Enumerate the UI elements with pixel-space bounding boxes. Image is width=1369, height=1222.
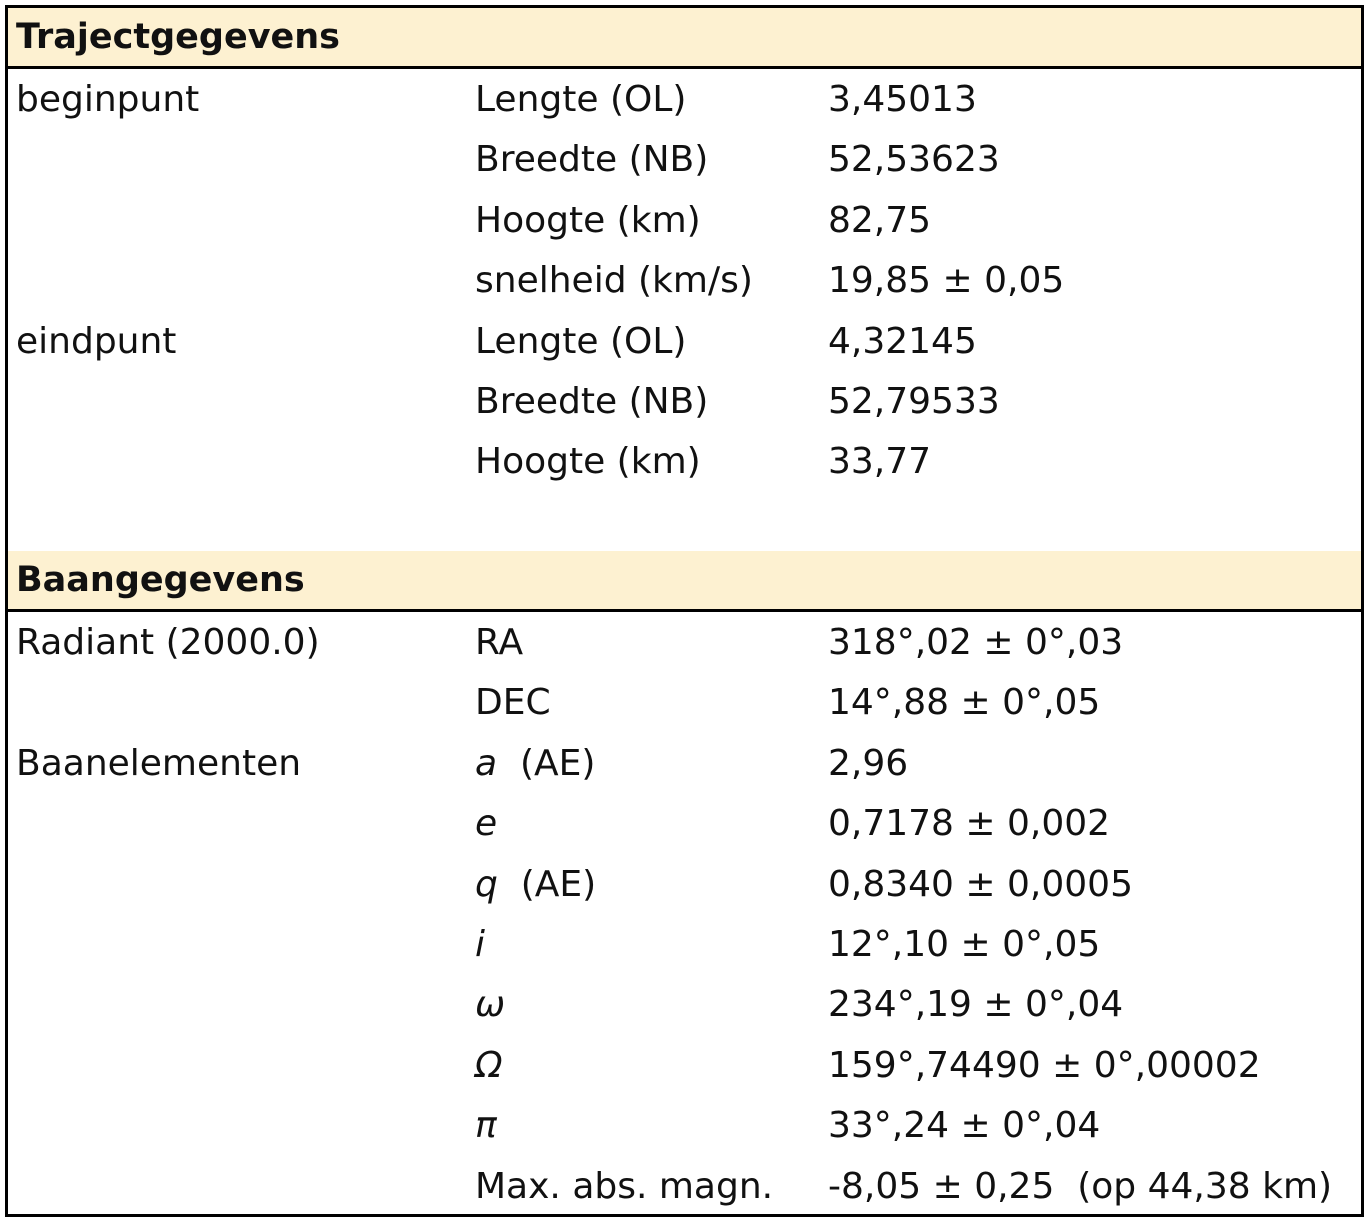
parameter-value: 0,7178 ± 0,002 bbox=[828, 803, 1111, 845]
parameter-label: Max. abs. magn. bbox=[475, 1165, 774, 1207]
table-row bbox=[8, 975, 1361, 1035]
table-row bbox=[8, 251, 1361, 311]
row-parameter bbox=[475, 191, 701, 251]
row-group-label: beginpunt bbox=[16, 79, 200, 120]
table-row bbox=[8, 191, 1361, 251]
table-row bbox=[8, 70, 1361, 130]
table-row bbox=[8, 312, 1361, 372]
table-row bbox=[8, 432, 1361, 492]
row-parameter bbox=[475, 1036, 503, 1096]
row-group-label: eindpunt bbox=[16, 320, 177, 362]
table-row bbox=[8, 1157, 1361, 1217]
parameter-label: Lengte (OL) bbox=[475, 79, 687, 120]
parameter-symbol: a bbox=[475, 742, 498, 784]
row-parameter bbox=[475, 855, 596, 915]
row-parameter bbox=[475, 70, 686, 130]
parameter-label: Hoogte (km) bbox=[475, 441, 701, 483]
parameter-value: 52,53623 bbox=[828, 139, 1000, 181]
parameter-value: 14°,88 ± 0°,05 bbox=[828, 682, 1101, 724]
data-table bbox=[5, 5, 1364, 1217]
parameter-value: 4,32145 bbox=[828, 320, 977, 362]
row-group-label: Baanelementen bbox=[16, 742, 302, 784]
section-header-orbit: Baangegevens bbox=[8, 551, 1361, 609]
parameter-value: 33,77 bbox=[828, 441, 932, 483]
row-parameter bbox=[475, 130, 708, 190]
parameter-label: RA bbox=[475, 622, 524, 663]
row-parameter bbox=[475, 1096, 497, 1156]
parameter-symbol: ω bbox=[475, 984, 506, 1026]
parameter-label: (AE) bbox=[497, 742, 596, 784]
table-row bbox=[8, 372, 1361, 432]
parameter-label: (AE) bbox=[497, 863, 597, 905]
parameter-value: 33°,24 ± 0°,04 bbox=[828, 1105, 1101, 1147]
row-parameter bbox=[475, 915, 485, 975]
parameter-value: -8,05 ± 0,25 (op 44,38 km) bbox=[828, 1165, 1333, 1207]
parameter-value: 3,45013 bbox=[828, 79, 977, 120]
row-parameter bbox=[475, 432, 701, 492]
section-header-trajectory: Trajectgegevens bbox=[8, 8, 1361, 66]
section-divider bbox=[8, 66, 1361, 69]
parameter-label: Lengte (OL) bbox=[475, 320, 687, 362]
row-parameter bbox=[475, 734, 595, 794]
table-row bbox=[8, 855, 1361, 915]
parameter-value: 12°,10 ± 0°,05 bbox=[828, 924, 1101, 965]
row-parameter bbox=[475, 975, 505, 1035]
parameter-symbol: Ω bbox=[475, 1044, 503, 1086]
row-parameter bbox=[475, 673, 551, 733]
table-row bbox=[8, 673, 1361, 733]
table-row bbox=[8, 130, 1361, 190]
parameter-symbol: i bbox=[475, 924, 486, 965]
row-group-label: Radiant (2000.0) bbox=[16, 622, 320, 663]
parameter-value: 159°,74490 ± 0°,00002 bbox=[828, 1044, 1261, 1086]
table-row bbox=[8, 734, 1361, 794]
row-parameter bbox=[475, 613, 523, 673]
parameter-value: 0,8340 ± 0,0005 bbox=[828, 863, 1133, 905]
parameter-symbol: q bbox=[475, 863, 498, 905]
row-parameter bbox=[475, 312, 686, 372]
row-parameter bbox=[475, 251, 753, 311]
parameter-symbol: π bbox=[475, 1105, 497, 1147]
parameter-value: 234°,19 ± 0°,04 bbox=[828, 984, 1124, 1026]
table-row bbox=[8, 794, 1361, 854]
row-parameter bbox=[475, 372, 708, 432]
table-row bbox=[8, 1036, 1361, 1096]
parameter-label: snelheid (km/s) bbox=[475, 260, 753, 302]
row-parameter bbox=[475, 794, 497, 854]
parameter-label: Breedte (NB) bbox=[475, 139, 709, 181]
table-row bbox=[8, 613, 1361, 673]
parameter-value: 82,75 bbox=[828, 199, 932, 241]
parameter-label: Hoogte (km) bbox=[475, 199, 701, 241]
parameter-label: Breedte (NB) bbox=[475, 381, 709, 422]
row-parameter bbox=[475, 1157, 773, 1217]
parameter-value: 52,79533 bbox=[828, 381, 1000, 422]
section-divider bbox=[8, 609, 1361, 612]
parameter-value: 19,85 ± 0,05 bbox=[828, 260, 1065, 302]
table-row bbox=[8, 1096, 1361, 1156]
parameter-value: 2,96 bbox=[828, 742, 909, 784]
parameter-value: 318°,02 ± 0°,03 bbox=[828, 622, 1124, 663]
parameter-label: DEC bbox=[475, 682, 551, 724]
parameter-symbol: e bbox=[475, 803, 498, 845]
table-row bbox=[8, 915, 1361, 975]
